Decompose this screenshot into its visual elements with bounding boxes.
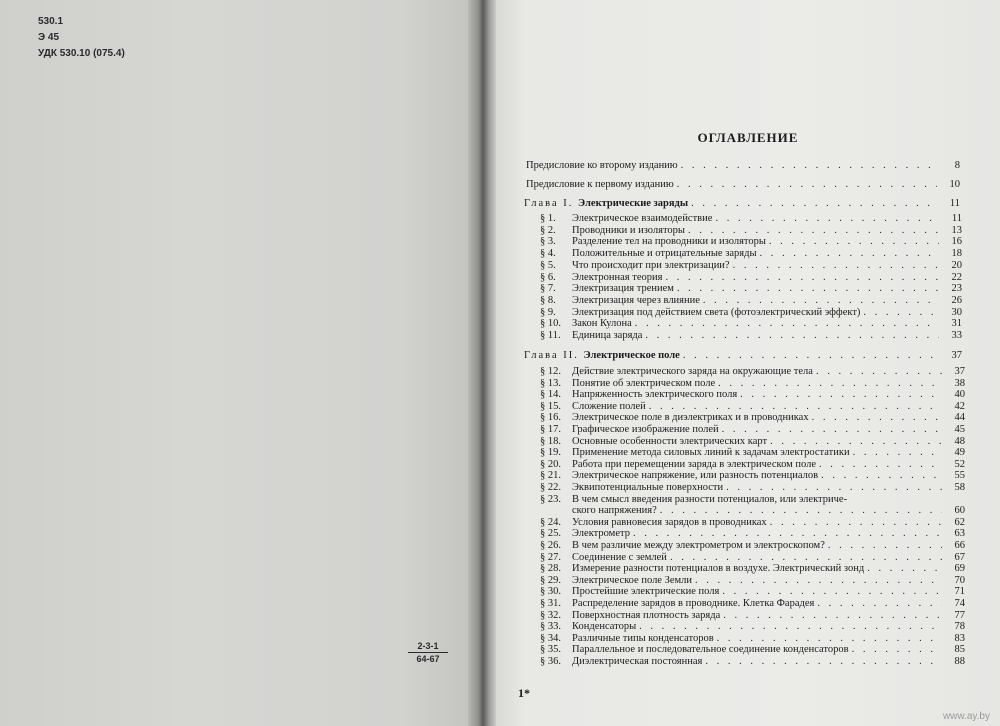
- leader-dots: [817, 598, 942, 610]
- leader-dots: [705, 656, 942, 668]
- leader-dots: [681, 160, 937, 172]
- section-title: Электрическое взаимодействие: [572, 213, 713, 224]
- leader-dots: [695, 575, 942, 587]
- toc-entry-label: [540, 644, 849, 656]
- toc-chapter-row: [524, 198, 960, 210]
- leader-dots: [769, 236, 939, 248]
- page-number: 48: [954, 435, 965, 447]
- page-number: 69: [954, 563, 965, 575]
- section-number: § 16.: [540, 412, 561, 424]
- leader-dots: [740, 389, 942, 401]
- toc-entry-label: [540, 540, 825, 552]
- section-title: Сложение полей: [572, 400, 646, 412]
- toc-row: [540, 505, 965, 517]
- toc-entry-label: [540, 563, 864, 575]
- section-title: Измерение разности потенциалов в воздухе. Электрический зонд: [572, 563, 865, 575]
- toc-row: [540, 459, 965, 471]
- page-number: 20: [951, 259, 962, 271]
- toc-entry-label: [540, 225, 685, 237]
- toc-row: [540, 236, 962, 248]
- toc-row: [540, 610, 965, 622]
- toc-row: [540, 318, 962, 330]
- section-title: Простейшие электрические поля: [572, 586, 720, 598]
- toc-row: [540, 260, 962, 272]
- toc-row: [540, 586, 965, 598]
- section-title: Разделение тел на проводники и изоляторы: [572, 236, 766, 248]
- toc-entry-label: [540, 517, 767, 529]
- section-number: § 15.: [540, 400, 561, 412]
- section-title: Электрическое поле в диэлектриках и в проводниках: [572, 412, 809, 424]
- toc-chapter-row: [524, 350, 962, 362]
- page-number: 62: [954, 516, 965, 528]
- page-number: 67: [954, 551, 965, 563]
- page-number: 30: [951, 306, 962, 318]
- toc-entry-label: [540, 621, 636, 633]
- section-title: Конденсаторы: [572, 621, 637, 633]
- toc-row: [540, 644, 965, 656]
- page-number: 22: [951, 271, 962, 283]
- toc-row: [540, 482, 965, 494]
- toc-row: [540, 389, 965, 401]
- page-number: 40: [954, 389, 965, 401]
- leader-dots: [639, 621, 942, 633]
- leader-dots: [812, 412, 942, 424]
- section-title: Электрометр: [572, 528, 630, 540]
- toc-row: [540, 366, 965, 378]
- section-number: § 9.: [540, 306, 556, 318]
- leader-dots: [723, 610, 942, 622]
- chapter-prefix: Глава I.: [524, 198, 579, 209]
- page-number: 38: [954, 377, 965, 389]
- leader-dots: [688, 225, 939, 237]
- section-number: § 2.: [540, 224, 556, 236]
- code-bottom: 64-67: [416, 654, 440, 664]
- page-number: 37: [954, 366, 965, 377]
- page-number: 23: [951, 283, 962, 295]
- section-number: § 17.: [540, 424, 561, 435]
- toc-row: [540, 401, 965, 413]
- page-number: 45: [954, 424, 965, 435]
- leader-dots: [718, 378, 942, 390]
- section-title: Условия равновесия зарядов в проводниках: [572, 516, 767, 528]
- section-title: Различные типы конденсаторов: [572, 632, 714, 644]
- toc-row: [540, 436, 965, 448]
- toc-entry-label: [540, 482, 723, 494]
- page-number: 77: [954, 609, 965, 621]
- udk-line: Э 45: [38, 32, 60, 43]
- leader-dots: [691, 198, 937, 210]
- section-title: Что происходит при электризации?: [572, 259, 730, 271]
- toc-entry-label: [540, 272, 662, 284]
- toc-entry-label: [540, 412, 809, 424]
- section-title: Единица заряда: [572, 330, 643, 341]
- section-number: § 20.: [540, 458, 561, 470]
- section-number: § 18.: [540, 435, 561, 447]
- page-number: 66: [954, 540, 965, 551]
- leader-dots: [635, 318, 939, 330]
- leader-dots: [770, 517, 942, 529]
- section-title: Применение метода силовых линий к задачам электростатики: [572, 447, 850, 459]
- leader-dots: [633, 528, 942, 540]
- leader-dots: [703, 295, 939, 307]
- section-number: § 7.: [540, 283, 556, 295]
- page-number: 49: [954, 447, 965, 459]
- section-number: § 13.: [540, 377, 561, 389]
- page-number: 11: [949, 198, 960, 209]
- toc-entry-label: [540, 318, 632, 330]
- section-title: Диэлектрическая постоянная: [572, 656, 703, 667]
- leader-dots: [722, 586, 942, 598]
- toc-entry-label: [540, 366, 813, 378]
- toc-title: ОГЛАВЛЕНИЕ: [697, 130, 799, 145]
- toc-entry-label: [540, 459, 816, 471]
- toc-row: [540, 528, 965, 540]
- section-title: Поверхностная плотность заряда: [572, 609, 721, 621]
- section-number: § 3.: [540, 236, 556, 248]
- section-number: § 11.: [540, 330, 561, 341]
- toc-row: [540, 213, 962, 225]
- section-number: § 26.: [540, 540, 561, 551]
- toc-row: [540, 447, 965, 459]
- section-title: Электрическое поле Земли: [572, 574, 693, 586]
- toc-entry-label: [540, 447, 850, 459]
- toc-entry-label: [540, 494, 847, 506]
- section-number: § 10.: [540, 318, 561, 330]
- toc-entry-label: [524, 198, 688, 210]
- section-number: § 36.: [540, 656, 561, 667]
- toc-row: [526, 179, 960, 191]
- toc-entry-label: [540, 656, 702, 668]
- chapter-prefix: Глава II.: [524, 350, 584, 361]
- section-number: § 8.: [540, 294, 556, 306]
- section-number: § 30.: [540, 586, 561, 598]
- page-number: 60: [954, 505, 965, 517]
- section-number: § 35.: [540, 644, 561, 656]
- page-number: 42: [954, 400, 965, 412]
- leader-dots: [816, 366, 942, 378]
- toc-entry-label: [524, 350, 680, 362]
- leader-dots: [715, 213, 939, 225]
- page-number: 8: [954, 160, 960, 171]
- section-title: Параллельное и последовательное соединение конденсаторов: [572, 644, 849, 656]
- leader-dots: [677, 283, 939, 295]
- page-number: 10: [949, 179, 960, 190]
- chapter-name: Электрические заряды: [578, 198, 689, 209]
- leader-dots: [867, 563, 942, 575]
- section-number: § 32.: [540, 609, 561, 621]
- section-title: Электризация под действием света (фотоэлектрический эффект): [572, 306, 861, 318]
- section-title: Предисловие ко второму изданию: [526, 160, 678, 171]
- toc-row: [540, 470, 965, 482]
- toc-row: [540, 598, 965, 610]
- toc-entry-label: [540, 610, 720, 622]
- section-title: В чем смысл введения разности потенциалов, или электриче-: [572, 493, 848, 505]
- section-number: § 21.: [540, 470, 561, 482]
- toc-entry-label: [540, 307, 860, 319]
- section-number: § 27.: [540, 551, 561, 563]
- toc-entry-label: [540, 424, 719, 436]
- toc-entry-label: [540, 401, 646, 413]
- udk-line: 530.1: [38, 16, 64, 27]
- toc-row: [540, 272, 962, 284]
- toc-entry-label: [540, 283, 674, 295]
- section-number: § 31.: [540, 598, 561, 609]
- section-title: Напряженность электрического поля: [572, 389, 738, 401]
- toc-row: [540, 517, 965, 529]
- section-title: Электронная теория: [572, 271, 663, 283]
- toc-entry-label: [540, 236, 766, 248]
- toc-row: [540, 412, 965, 424]
- toc-entry-label: [540, 378, 715, 390]
- page-number: 18: [951, 248, 962, 260]
- leader-dots: [665, 272, 939, 284]
- section-title: Работа при перемещении заряда в электрическом поле: [572, 458, 817, 470]
- toc-entry-label: [540, 598, 814, 610]
- section-number: § 23.: [540, 493, 561, 505]
- leader-dots: [819, 459, 942, 471]
- toc-entry-label: [540, 436, 767, 448]
- toc-entry-label: [540, 295, 700, 307]
- toc-entry-label: [540, 505, 657, 517]
- toc-entry-label: [540, 389, 737, 401]
- page-number: 58: [954, 482, 965, 493]
- section-title: Эквипотенциальные поверхности: [572, 482, 724, 493]
- toc-entry-label: [540, 586, 719, 598]
- page-number: 11: [951, 213, 962, 224]
- page-number: 74: [954, 598, 965, 609]
- leader-dots: [863, 307, 939, 319]
- leader-dots: [645, 330, 939, 342]
- toc-entry-label: [540, 248, 757, 260]
- toc-entry-label: [540, 470, 818, 482]
- leader-dots: [853, 447, 942, 459]
- toc-row: [540, 225, 962, 237]
- section-title: Действие электрического заряда на окружающие тела: [572, 366, 813, 377]
- toc-row: [540, 563, 965, 575]
- toc-row: [540, 330, 962, 342]
- leader-dots: [760, 248, 939, 260]
- page-number: 88: [954, 656, 965, 667]
- leader-dots: [852, 644, 942, 656]
- toc-entry-label: [540, 330, 642, 342]
- toc-row: [540, 378, 965, 390]
- section-title: Предисловие к первому изданию: [526, 179, 674, 190]
- section-title: ского напряжения?: [572, 505, 657, 517]
- leader-dots: [660, 505, 942, 517]
- section-number: § 24.: [540, 516, 561, 528]
- section-title: Соединение с землей: [572, 551, 667, 563]
- section-number: § 22.: [540, 482, 561, 493]
- leader-dots: [683, 350, 939, 362]
- page-number: 16: [951, 236, 962, 248]
- section-title: Закон Кулона: [572, 318, 632, 330]
- toc-row: [540, 307, 962, 319]
- section-number: § 5.: [540, 259, 556, 271]
- toc-row: [540, 283, 962, 295]
- page-number: 78: [954, 621, 965, 633]
- page-number: 44: [954, 412, 965, 424]
- page-number: 55: [954, 470, 965, 482]
- section-number: § 28.: [540, 563, 561, 575]
- toc-row: [540, 552, 965, 564]
- toc-row: [540, 295, 962, 307]
- chapter-name: Электрическое поле: [583, 350, 680, 361]
- watermark: www.ay.by: [942, 711, 990, 722]
- toc-row: [540, 633, 965, 645]
- leader-dots: [670, 552, 942, 564]
- section-title: Понятие об электрическом поле: [572, 377, 716, 389]
- section-title: Проводники и изоляторы: [572, 224, 685, 236]
- section-title: В чем различие между электрометром и электроскопом?: [572, 540, 825, 551]
- signature-mark: 1*: [518, 686, 530, 700]
- page-number: 26: [951, 294, 962, 306]
- section-title: Положительные и отрицательные заряды: [572, 248, 757, 260]
- page-number: 33: [951, 330, 962, 341]
- toc-row: [540, 248, 962, 260]
- section-title: Электризация через влияние: [572, 294, 700, 306]
- section-title: Электрическое напряжение, или разность потенциалов: [572, 470, 819, 482]
- code-top: 2-3-1: [408, 641, 448, 653]
- leader-dots: [821, 470, 942, 482]
- section-number: § 34.: [540, 632, 561, 644]
- udk-line: УДК 530.10 (075.4): [38, 48, 125, 59]
- page-number: 83: [954, 632, 965, 644]
- leader-dots: [649, 401, 942, 413]
- section-number: § 33.: [540, 621, 561, 633]
- section-number: § 4.: [540, 248, 556, 260]
- toc-entry-label: [526, 179, 674, 191]
- toc-entry-label: [540, 528, 630, 540]
- section-number: § 1.: [540, 213, 556, 224]
- toc-entry-label: [540, 633, 714, 645]
- leader-dots: [828, 540, 942, 552]
- section-number: § 6.: [540, 271, 556, 283]
- section-number: § 14.: [540, 389, 561, 401]
- toc-row: [526, 160, 960, 172]
- page-number: 31: [951, 318, 962, 330]
- section-title: Основные особенности электрических карт: [572, 435, 768, 447]
- toc-row: [540, 540, 965, 552]
- section-title: Распределение зарядов в проводнике. Клетка Фарадея: [572, 598, 815, 609]
- leader-dots: [717, 633, 942, 645]
- page-number: 71: [954, 586, 965, 598]
- toc-entry-label: [540, 260, 730, 272]
- section-number: § 12.: [540, 366, 561, 377]
- section-number: § 19.: [540, 447, 561, 459]
- toc-entry-label: [540, 213, 712, 225]
- toc-row: [540, 656, 965, 668]
- page-number: 37: [951, 350, 962, 361]
- toc-row: [540, 621, 965, 633]
- toc-row: [540, 575, 965, 587]
- leader-dots: [722, 424, 942, 436]
- page-number: 85: [954, 644, 965, 656]
- page-number: 70: [954, 574, 965, 586]
- toc-entry-label: [540, 575, 692, 587]
- leader-dots: [770, 436, 942, 448]
- page-number: 52: [954, 458, 965, 470]
- section-number: § 29.: [540, 574, 561, 586]
- section-number: § 25.: [540, 528, 561, 540]
- leader-dots: [677, 179, 937, 191]
- toc-row: [540, 424, 965, 436]
- leader-dots: [726, 482, 942, 494]
- page-number: 63: [954, 528, 965, 540]
- toc-entry-label: [526, 160, 678, 172]
- leader-dots: [733, 260, 939, 272]
- page-number: 13: [951, 224, 962, 236]
- toc-entry-label: [540, 552, 667, 564]
- section-title: Электризация трением: [572, 283, 674, 295]
- toc-row: [540, 494, 965, 506]
- section-title: Графическое изображение полей: [572, 424, 719, 435]
